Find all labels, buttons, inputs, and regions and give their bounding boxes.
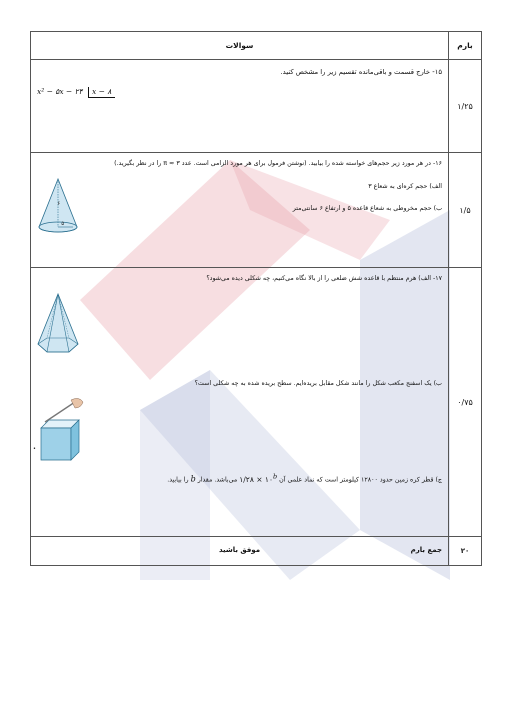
footer-cell <box>31 537 449 566</box>
question-17-part-c-text: ج) قطر کره زمین حدود ۱۲۸۰۰ کیلومتر است که نماد علمی آن <box>279 476 442 484</box>
divisor: x − ۸ <box>88 87 115 98</box>
division-expression <box>37 87 115 98</box>
footer-row <box>31 537 482 566</box>
question-15-cell <box>31 60 449 153</box>
question-15-score: ۱/۲۵ <box>449 60 482 153</box>
question-17-row <box>31 268 482 537</box>
total-score-label: جمع بارم <box>410 546 442 554</box>
question-16-score: ۱/۵ <box>449 153 482 268</box>
cone-height-label: ۶ <box>57 201 60 207</box>
cone-figure <box>35 177 81 237</box>
questions-header: سوالات <box>31 32 449 60</box>
question-15-text: ۱۵- خارج قسمت و باقی‌مانده تقسیم زیر را مشخص کنید. <box>280 68 442 76</box>
question-17-cell <box>31 268 449 537</box>
question-16-part-a: الف) حجم کره‌ای به شعاع ۳ <box>368 183 442 190</box>
scientific-notation <box>239 472 278 484</box>
question-17-score: ۰/۷۵ <box>449 268 482 537</box>
question-16-part-b: ب) حجم مخروطی به شعاع قاعده ۵ و ارتفاع ۶ سانتی‌متر <box>292 205 442 212</box>
scientific-notation-base: ۱/۲۸ × ۱۰ <box>239 474 273 484</box>
header-row <box>31 32 482 60</box>
question-17-part-b: ب) یک اسفنج مکعب شکل را مانند شکل مقابل بریده‌ایم. سطح بریده شده به چه شکلی است؟ <box>194 380 442 387</box>
question-15-row <box>31 60 482 153</box>
question-17-part-c <box>167 472 442 485</box>
cone-radius-label: ۵ <box>61 221 64 227</box>
hexagonal-pyramid-figure <box>35 292 81 356</box>
score-header: بارم <box>449 32 482 60</box>
scientific-notation-exponent: b <box>272 472 278 480</box>
dividend: x² − ۵x − ۲۴ <box>37 87 83 96</box>
question-16-text: ۱۶- در هر مورد زیر حجم‌های خواسته شده را بیابید. (نوشتن فرمول برای هر مورد الزامی است. عدد ۳ ≈ π را در نظر بگیرید.) <box>114 160 442 167</box>
question-16-cell <box>31 153 449 268</box>
question-17-part-c-variable: b <box>190 474 196 484</box>
question-17-part-a: ۱۷- الف) هرم منتظم با قاعده شش ضلعی را از بالا نگاه می‌کنیم، چه شکلی دیده می‌شود؟ <box>206 275 442 282</box>
figure-dot: • <box>33 446 36 452</box>
question-16-row <box>31 153 482 268</box>
exam-table <box>30 31 482 566</box>
question-17-part-c-middle: می‌باشد. مقدار <box>197 476 238 484</box>
question-17-part-c-end: را بیابید. <box>167 476 189 484</box>
good-luck-text: موفق باشید <box>218 546 261 554</box>
cut-sponge-cube-figure <box>31 396 87 466</box>
total-score: ۲۰ <box>449 537 482 566</box>
